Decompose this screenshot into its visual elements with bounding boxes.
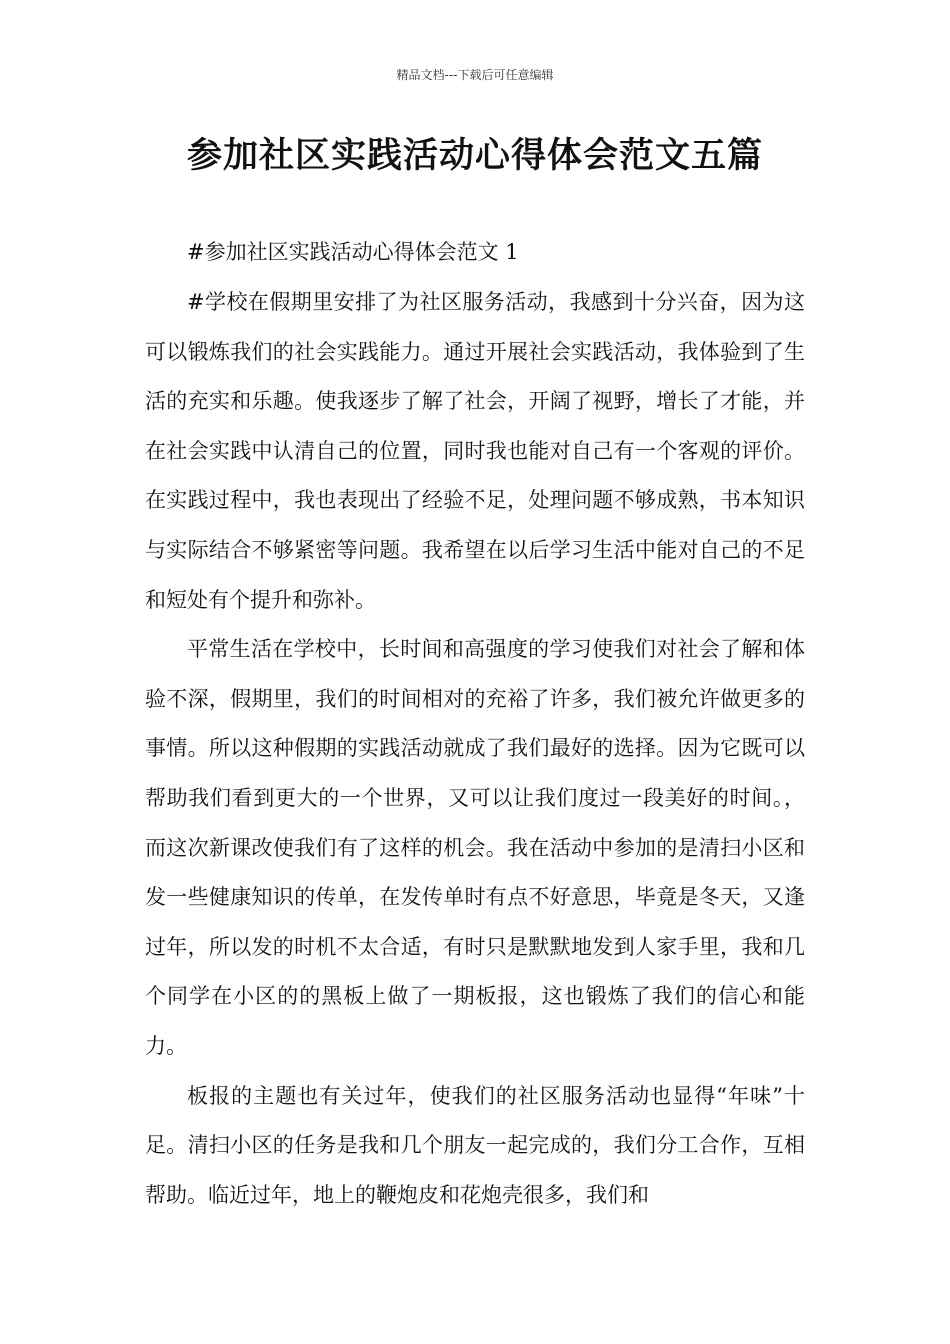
paragraph: 板报的主题也有关过年，使我们的社区服务活动也显得“年味”十足。清扫小区的任务是我和几个朋友一起完成的，我们分工合作，互相帮助。临近过年，地上的鞭炮皮和花炮壳很多，我们和 [145, 1083, 805, 1207]
document-title: 参加社区实践活动心得体会范文五篇 [186, 135, 763, 176]
page-header: 精品文档---下载后可任意编辑 [396, 68, 554, 82]
document-body [145, 228, 805, 1220]
section-heading: #参加社区实践活动心得体会范文 1 [187, 240, 519, 264]
paragraph: #学校在假期里安排了为社区服务活动，我感到十分兴奋，因为这可以锻炼我们的社会实践能力。通过开展社会实践活动，我体验到了生活的充实和乐趣。使我逐步了解了社会，开阔了视野，增长了才能，并在社会实践中认清自己的位置，同时我也能对自己有一个客观的评价。在实践过程中，我也表现出了经验不足，处理问题不够成熟，书本知识与实际结合不够紧密等问题。我希望在以后学习生活中能对自己的不足和短处有个提升和弥补。 [145, 290, 805, 612]
paragraph: 平常生活在学校中，长时间和高强度的学习使我们对社会了解和体验不深，假期里，我们的时间相对的充裕了许多，我们被允许做更多的事情。所以这种假期的实践活动就成了我们最好的选择。因为它既可以帮助我们看到更大的一个世界，又可以让我们度过一段美好的时间。，而这次新课改使我们有了这样的机会。我在活动中参加的是清扫小区和发一些健康知识的传单，在发传单时有点不好意思，毕竟是冬天，又逢过年，所以发的时机不太合适，有时只是默默地发到人家手里，我和几个同学在小区的的黑板上做了一期板报，这也锻炼了我们的信心和能力。 [145, 637, 805, 1058]
